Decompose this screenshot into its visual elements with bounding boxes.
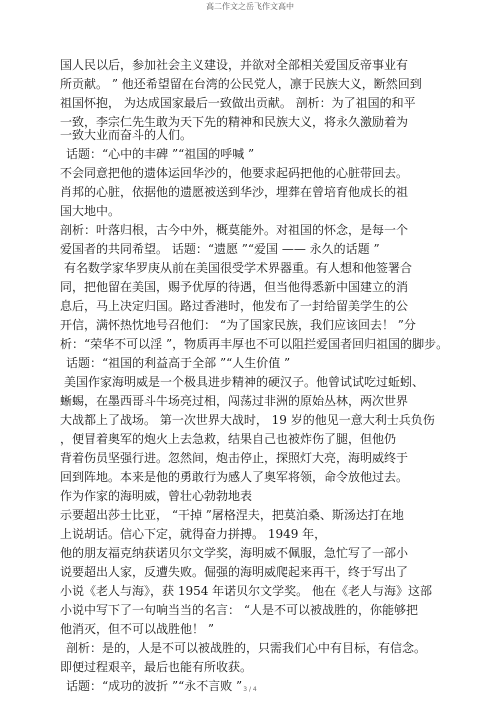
page-number: 3 / 4 bbox=[243, 686, 257, 693]
text-line: 蜥蜴，在墨西哥斗牛场亮过相，闯荡过非洲的原始丛林，两次世界 bbox=[60, 394, 409, 408]
text-line: 国人民以后，参加社会主义建设，并欲对全部相关爱国反帝事业有 bbox=[60, 58, 409, 72]
text-line: 息后，马上决定归国。路过香港时，他发布了一封给留美学生的公 bbox=[60, 299, 409, 313]
analysis-line: 析：“荣华不可以淫 ”，物质再丰厚也不可以阻拦爱国者回归祖国的脚步。 bbox=[60, 337, 449, 351]
text-line: 开信，满怀热忱地号召他们： “为了国家民族，我们应该回去！ ”分 bbox=[60, 318, 416, 332]
text-line: 一致大业而奋斗的人们。 bbox=[60, 128, 193, 142]
text-line: 小说中写下了一句响当当的名言： “人是不可以被战胜的，你能够把 bbox=[60, 603, 418, 617]
text-line: 说要超出人家，反遭失败。倔强的海明威爬起来再干，终于写出了 bbox=[60, 565, 409, 579]
topic-line: 话题：“成功的波折 ”“永不言败 ” bbox=[66, 679, 243, 693]
text-line: 背着伤员坚强行进。忽然间，炮击停止，探照灯大亮，海明威终于 bbox=[60, 451, 409, 465]
text-line: 同，把他留在美国，赐予优厚的待遇，但当他得悉新中国建立的消 bbox=[60, 280, 409, 294]
text-line: 不会同意把他的遗体运回华沙的，他要求起码把他的心脏带回去。 bbox=[60, 166, 409, 180]
text-line: 祖国怀抱， 为达成国家最后一致做出贡献。 剖析：为了祖国的和平 bbox=[60, 96, 416, 110]
text-line: 回到阵地。本来是他的勇敢行为感人了奥军将领，命令放他过去。 bbox=[60, 470, 409, 484]
text-line: 他消灭，但不可以战胜他！ ” bbox=[60, 622, 214, 636]
analysis-line: 剖析：叶落归根，古今中外，概莫能外。对祖国的怀念，是每一个 bbox=[60, 223, 409, 237]
text-line: 一致，李宗仁先生敢为天下先的精神和民族大义，将永久激励着为 bbox=[60, 115, 409, 129]
text-line: 所贡献。 ” 他还希望留在台湾的公民党人，凛于民族大义，断然回到 bbox=[60, 77, 422, 91]
text-line: 美国作家海明威是一个极具进步精神的硬汉子。他曾试试吃过蚯蚓、 bbox=[64, 375, 425, 389]
topic-line: 话题：“心中的丰碑 ”“祖国的呼喊 ” bbox=[66, 147, 255, 161]
text-line: 作为作家的海明威，曾壮心勃勃地表 bbox=[60, 489, 253, 503]
text-line: 国大地中。 bbox=[60, 204, 121, 218]
text-line: 上说胡话。信心下定，就得奋力拼搏。 1949 年， bbox=[60, 527, 327, 541]
text-line: 大战都上了战场。 第一次世界大战时， 19 岁的他见一意大利士兵负伤 bbox=[60, 413, 435, 427]
topic-line: 爱国者的共同希望。 话题：“遗愿 ”“爱国 —— 永久的话题 ” bbox=[60, 242, 380, 256]
text-line: 示要超出莎士比亚， “干掉 ”屠格涅夫，把莫泊桑、斯汤达打在地 bbox=[60, 508, 404, 522]
text-line: 小说《老人与海》，获 1954 年诺贝尔文学奖。 他在《老人与海》这部 bbox=[60, 584, 432, 598]
page-header-title: 高二作文之岳飞作文高中 bbox=[206, 2, 294, 11]
analysis-line: 剖析：是的，人是不可以被战胜的，只需我们心中有目标，有信念。 bbox=[66, 641, 427, 655]
text-line: 有名数学家华罗庚从前在美国很受学术界器重。有人想和他签署合 bbox=[64, 261, 413, 275]
text-line: ，便冒着奥军的炮火上去急救，结果自己也被炸伤了腿，但他仍 bbox=[60, 432, 397, 446]
topic-line: 话题：“祖国的利益高于全部 ”“人生价值 ” bbox=[66, 356, 291, 370]
text-line: 即便过程艰辛，最后也能有所收获。 bbox=[60, 660, 253, 674]
text-line: 他的朋友福克纳获诺贝尔文学奖，海明威不佩服，急忙写了一部小 bbox=[60, 546, 409, 560]
text-line: 肖邦的心脏，依据他的遗愿被送到华沙，埋葬在曾培育他成长的祖 bbox=[60, 185, 409, 199]
